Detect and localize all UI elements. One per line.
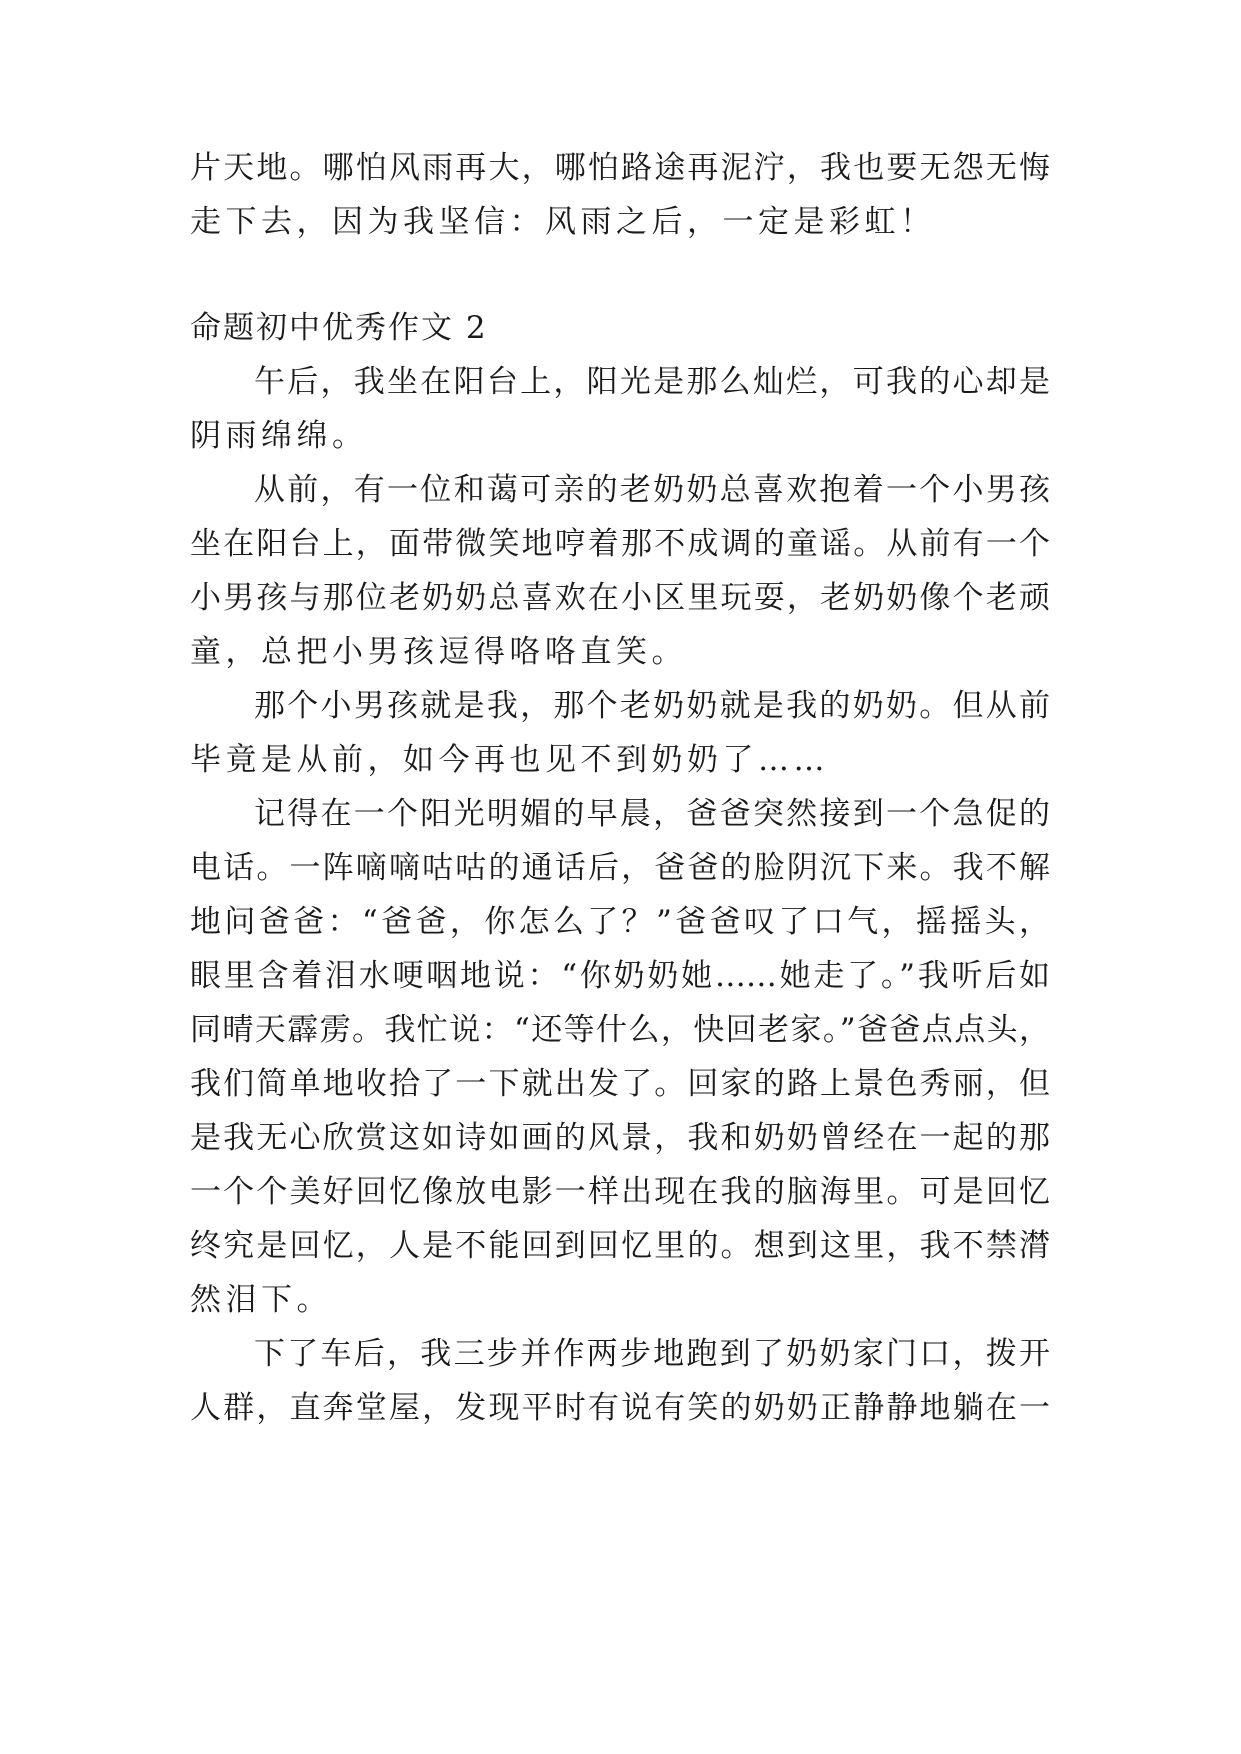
text-line: 走下去，因为我坚信：风雨之后，一定是彩虹！ [190,204,936,240]
paragraph-line: 童，总把小男孩逗得咯咯直笑。 [190,634,687,670]
paragraph-line: 午后，我坐在阳台上，阳光是那么灿烂，可我的心却是 [254,364,1050,400]
paragraph-line: 终究是回忆，人是不能回到回忆里的。想到这里，我不禁潸 [190,1228,1050,1264]
paragraph-line: 阴雨绵绵。 [190,418,368,454]
paragraph-line: 是我无心欣赏这如诗如画的风景，我和奶奶曾经在一起的那 [190,1120,1050,1156]
paragraph-line: 记得在一个阳光明媚的早晨，爸爸突然接到一个急促的 [254,796,1050,832]
paragraph-line: 眼里含着泪水哽咽地说：“你奶奶她……她走了。”我听后如 [190,958,1050,994]
paragraph-line: 从前，有一位和蔼可亲的老奶奶总喜欢抱着一个小男孩 [254,472,1050,508]
paragraph-line: 一个个美好回忆像放电影一样出现在我的脑海里。可是回忆 [190,1174,1050,1210]
paragraph-line: 人群，直奔堂屋，发现平时有说有笑的奶奶正静静地躺在一 [190,1390,1050,1426]
paragraph-line: 毕竟是从前，如今再也见不到奶奶了…… [190,742,829,778]
paragraph-line: 那个小男孩就是我，那个老奶奶就是我的奶奶。但从前 [254,688,1050,724]
paragraph-line: 小男孩与那位老奶奶总喜欢在小区里玩耍，老奶奶像个老顽 [190,580,1050,616]
text-line: 片天地。哪怕风雨再大，哪怕路途再泥泞，我也要无怨无悔 [190,150,1050,186]
paragraph-line: 同晴天霹雳。我忙说：“还等什么，快回老家。”爸爸点点头， [190,1012,1050,1048]
paragraph-line: 坐在阳台上，面带微笑地哼着那不成调的童谣。从前有一个 [190,526,1050,562]
paragraph-line: 地问爸爸：“爸爸，你怎么了？”爸爸叹了口气，摇摇头， [190,904,1050,940]
paragraph-line: 我们简单地收拾了一下就出发了。回家的路上景色秀丽，但 [190,1066,1050,1102]
essay-title: 命题初中优秀作文 2 [190,310,488,346]
paragraph-line: 下了车后，我三步并作两步地跑到了奶奶家门口，拨开 [254,1336,1050,1372]
paragraph-line: 电话。一阵嘀嘀咕咕的通话后，爸爸的脸阴沉下来。我不解 [190,850,1050,886]
paragraph-line: 然泪下。 [190,1282,332,1318]
